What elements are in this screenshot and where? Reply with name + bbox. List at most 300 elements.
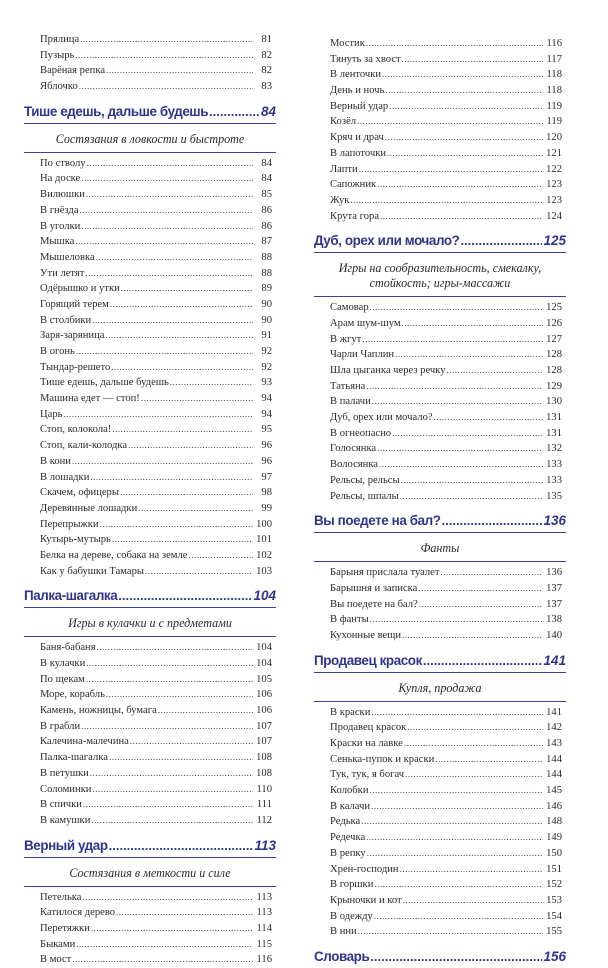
dot-leader — [385, 130, 543, 146]
toc-entry[interactable] — [24, 203, 276, 219]
dot-leader — [112, 422, 253, 438]
page-number: 133 — [546, 459, 562, 471]
toc-entry[interactable] — [24, 438, 276, 454]
section-heading[interactable] — [314, 650, 566, 672]
toc-entry[interactable] — [24, 234, 276, 250]
toc-entry[interactable] — [314, 36, 566, 52]
dot-leader — [209, 101, 260, 123]
toc-entry[interactable] — [24, 375, 276, 391]
dot-leader — [158, 703, 253, 719]
page-number: 128 — [546, 349, 562, 361]
page-number: 122 — [546, 163, 562, 175]
page-number: 128 — [546, 365, 562, 376]
dot-leader — [141, 391, 253, 407]
toc-entry[interactable] — [24, 187, 276, 203]
section-page-number: 136 — [543, 513, 566, 529]
dot-leader — [419, 597, 543, 613]
entry-title: Редька — [330, 816, 361, 828]
entry-title: Прялица — [40, 34, 80, 45]
section-page-number: 104 — [253, 588, 276, 604]
dot-leader — [350, 193, 543, 209]
page-number: 99 — [261, 502, 272, 514]
dot-leader — [83, 797, 253, 813]
dot-leader — [92, 782, 253, 798]
dot-leader — [370, 300, 543, 316]
toc-entry[interactable] — [314, 752, 566, 768]
page-number: 88 — [261, 251, 272, 263]
toc-entry[interactable] — [314, 565, 566, 581]
entry-title: В мост — [40, 954, 72, 966]
entry-title: Сапожник — [330, 179, 377, 191]
dot-leader — [402, 316, 543, 332]
page-number: 103 — [256, 565, 272, 577]
dot-leader — [75, 234, 253, 250]
dot-leader — [83, 890, 254, 906]
toc-entry[interactable] — [24, 782, 276, 798]
entry-title: Тук, тук, я богач — [330, 769, 405, 781]
toc-entry[interactable] — [314, 332, 566, 348]
page-number: 121 — [546, 147, 562, 159]
entry-title: Дуб, орех или мочало? — [330, 412, 433, 424]
section-title: Словарь — [314, 948, 370, 964]
toc-entry[interactable] — [24, 454, 276, 470]
divider-line — [314, 252, 566, 253]
dot-leader — [403, 893, 543, 909]
entry-title: Мостик — [330, 38, 365, 49]
dot-leader — [109, 835, 254, 857]
toc-entry[interactable] — [24, 766, 276, 782]
dot-leader — [423, 650, 543, 672]
toc-entry[interactable] — [314, 379, 566, 395]
entry-title: Колобки — [330, 785, 369, 797]
section-title: Палка-шагалка — [24, 588, 118, 604]
dot-leader — [389, 99, 543, 115]
toc-entry[interactable] — [24, 63, 276, 79]
dot-leader — [106, 687, 253, 703]
dot-leader — [111, 360, 253, 376]
dot-leader — [385, 83, 543, 99]
toc-entry[interactable] — [24, 719, 276, 735]
page-number: 124 — [546, 210, 562, 222]
dot-leader — [86, 187, 253, 203]
entry-title: Варёная репка — [40, 65, 106, 77]
page-number: 94 — [261, 408, 272, 420]
entry-title: В калачи — [330, 800, 371, 812]
entry-title: Перетяжки — [40, 922, 90, 934]
entry-title: В уголки — [40, 220, 81, 232]
section-heading[interactable] — [24, 585, 276, 607]
dot-leader — [362, 332, 543, 348]
entry-title: Соломинки — [40, 783, 92, 795]
divider-line — [314, 296, 566, 297]
dot-leader — [402, 628, 543, 644]
dot-leader — [170, 375, 253, 391]
page-number: 119 — [546, 116, 562, 128]
dot-leader — [460, 230, 542, 252]
toc-entry[interactable] — [314, 114, 566, 130]
section-page-number: 141 — [543, 652, 566, 668]
section-title: Вы поедете на бал? — [314, 513, 441, 529]
toc-entry[interactable] — [314, 767, 566, 783]
toc-entry[interactable] — [314, 799, 566, 815]
entry-title: В камушки — [40, 814, 91, 826]
dot-leader — [100, 517, 253, 533]
page-number: 84 — [261, 157, 272, 169]
toc-entry[interactable] — [314, 441, 566, 457]
toc-entry[interactable] — [314, 877, 566, 893]
page-number: 145 — [546, 785, 562, 797]
page-number: 110 — [256, 783, 272, 795]
divider-line — [24, 886, 276, 887]
toc-entry[interactable] — [314, 489, 566, 505]
section-page-number: 125 — [543, 233, 566, 249]
divider-line — [314, 672, 566, 673]
page-number: 107 — [256, 736, 272, 748]
dot-leader — [407, 720, 543, 736]
page-number: 135 — [546, 490, 562, 502]
dot-leader — [366, 36, 543, 52]
entry-title: Шла цыганка через речку — [330, 365, 446, 376]
section-heading[interactable] — [24, 835, 276, 857]
toc-entry[interactable] — [24, 564, 276, 580]
toc-entry[interactable] — [314, 893, 566, 909]
entry-title: В краски — [330, 706, 371, 718]
toc-entry[interactable] — [314, 193, 566, 209]
toc-entry[interactable] — [24, 687, 276, 703]
toc-entry[interactable] — [24, 905, 276, 921]
dot-leader — [374, 877, 543, 893]
toc-entry[interactable] — [314, 909, 566, 925]
toc-entry[interactable] — [314, 705, 566, 721]
page-number: 108 — [256, 752, 272, 764]
entry-title: Мышеловка — [40, 251, 95, 263]
dot-leader — [366, 830, 543, 846]
dot-leader — [382, 67, 543, 83]
page-number: 129 — [546, 380, 562, 392]
page-number: 149 — [546, 832, 562, 844]
toc-entry[interactable] — [24, 328, 276, 344]
entry-title: В лапоточки — [330, 147, 387, 159]
toc-entry[interactable] — [314, 814, 566, 830]
toc-entry[interactable] — [24, 672, 276, 688]
dot-leader — [418, 581, 543, 597]
page-number: 104 — [256, 642, 272, 654]
toc-entry[interactable] — [24, 750, 276, 766]
dot-leader — [112, 532, 253, 548]
toc-entry[interactable] — [314, 146, 566, 162]
toc-entry[interactable] — [314, 862, 566, 878]
page-number: 148 — [546, 816, 562, 828]
entry-title: Сенька-пупок и краски — [330, 753, 435, 765]
toc-left-column — [24, 32, 276, 968]
page-number: 92 — [261, 361, 272, 373]
toc-entry[interactable] — [24, 422, 276, 438]
page-number: 95 — [261, 424, 272, 436]
dot-leader — [105, 328, 253, 344]
page-number: 91 — [261, 330, 272, 342]
entry-title: Петелька — [40, 891, 82, 903]
page-number: 130 — [546, 396, 562, 408]
toc-entry[interactable] — [314, 99, 566, 115]
dot-leader — [116, 905, 253, 921]
toc-entry[interactable] — [24, 407, 276, 423]
dot-leader — [374, 909, 543, 925]
dot-leader — [90, 766, 253, 782]
toc-entry[interactable] — [24, 921, 276, 937]
entry-title: Тянуть за хвост — [330, 53, 401, 65]
toc-entry[interactable] — [314, 52, 566, 68]
page-number: 101 — [256, 534, 272, 546]
entry-title: Барыня прислала туалет — [330, 567, 440, 579]
page-number: 152 — [546, 879, 562, 891]
dot-leader — [358, 924, 543, 940]
entry-title: Кутырь-мутырь — [40, 534, 111, 546]
entry-title: Вилюшки — [40, 189, 85, 201]
page-number: 120 — [546, 132, 562, 144]
page-number: 108 — [256, 767, 272, 779]
entry-title: Кухонные вещи — [330, 629, 402, 641]
entry-title: Скачем, офицеры — [40, 487, 119, 499]
toc-entry[interactable] — [24, 79, 276, 95]
page-number: 90 — [261, 298, 272, 310]
dot-leader — [189, 548, 254, 564]
toc-entry[interactable] — [314, 347, 566, 363]
entry-title: Горящий терем — [40, 298, 109, 310]
toc-entry[interactable] — [24, 640, 276, 656]
toc-entry[interactable] — [314, 720, 566, 736]
page-number: 155 — [546, 926, 562, 938]
entry-title: Голосянка — [330, 443, 377, 455]
dot-leader — [81, 171, 253, 187]
entry-title: Царь — [40, 408, 63, 420]
toc-entry[interactable] — [314, 473, 566, 489]
entry-title: В одежду — [330, 910, 373, 922]
toc-entry[interactable] — [24, 360, 276, 376]
entry-title: Камень, ножницы, бумага — [40, 705, 157, 717]
page-number: 153 — [546, 894, 562, 906]
toc-entry[interactable] — [314, 162, 566, 178]
toc-entry[interactable] — [24, 517, 276, 533]
page-number: 94 — [261, 393, 272, 405]
entry-title: Татьяна — [330, 380, 366, 392]
toc-entry[interactable] — [314, 597, 566, 613]
page-number: 106 — [256, 689, 272, 701]
toc-entry[interactable] — [314, 177, 566, 193]
toc-entry[interactable] — [314, 394, 566, 410]
dot-leader — [379, 457, 543, 473]
toc-entry[interactable] — [314, 736, 566, 752]
divider-line — [24, 636, 276, 637]
page-number: 87 — [261, 236, 272, 248]
page-number: 125 — [546, 302, 562, 314]
section-page-number: 113 — [254, 837, 276, 853]
toc-entry[interactable] — [24, 548, 276, 564]
entry-title: Катилося дерево — [40, 907, 116, 919]
entry-title: По щекам — [40, 673, 85, 685]
dot-leader — [405, 767, 543, 783]
entry-title: Заря-заряница — [40, 330, 105, 342]
toc-entry[interactable] — [24, 344, 276, 360]
divider-line — [314, 701, 566, 702]
dot-leader — [442, 510, 543, 532]
page-number: 141 — [546, 706, 562, 718]
toc-entry[interactable] — [314, 581, 566, 597]
dot-leader — [90, 470, 253, 486]
dot-leader — [392, 426, 543, 442]
toc-entry[interactable] — [24, 313, 276, 329]
toc-entry[interactable] — [314, 363, 566, 379]
dot-leader — [371, 799, 543, 815]
entry-title: Машина едет — стоп! — [40, 393, 140, 405]
toc-entry[interactable] — [24, 32, 276, 48]
toc-entry[interactable] — [314, 209, 566, 225]
entry-title: Редечка — [330, 832, 366, 844]
entry-title: В столбики — [40, 314, 92, 326]
section-heading[interactable] — [314, 230, 566, 252]
toc-entry[interactable] — [314, 67, 566, 83]
dot-leader — [370, 946, 542, 968]
toc-entry[interactable] — [314, 83, 566, 99]
page-number: 90 — [261, 314, 272, 326]
toc-entry[interactable] — [314, 612, 566, 628]
entry-title: Ути летят — [40, 267, 85, 279]
page-number: 131 — [546, 427, 562, 439]
page-number: 114 — [256, 922, 272, 934]
section-heading[interactable] — [24, 101, 276, 123]
toc-entry[interactable] — [24, 266, 276, 282]
toc-entry[interactable] — [314, 410, 566, 426]
entry-title: В жгут — [330, 333, 362, 345]
toc-entry[interactable] — [314, 130, 566, 146]
page-number: 138 — [546, 614, 562, 626]
dot-leader — [97, 640, 253, 656]
toc-entry[interactable] — [24, 501, 276, 517]
page-number: 100 — [256, 518, 272, 530]
entry-title: Козёл — [330, 116, 357, 128]
page-number: 150 — [546, 847, 562, 859]
toc-entry[interactable] — [314, 628, 566, 644]
entry-title: Пузырь — [40, 49, 75, 61]
page-number: 143 — [546, 738, 562, 749]
toc-entry[interactable] — [314, 316, 566, 332]
toc-entry[interactable] — [314, 457, 566, 473]
toc-entry[interactable] — [314, 300, 566, 316]
toc-entry[interactable] — [24, 937, 276, 953]
page-number: 151 — [546, 863, 562, 875]
page-number: 113 — [256, 907, 272, 919]
dot-leader — [79, 79, 253, 95]
toc-entry[interactable] — [314, 426, 566, 442]
page-number: 127 — [546, 333, 562, 345]
section-heading[interactable] — [314, 510, 566, 532]
entry-title: Тише едешь, дальше будешь — [40, 377, 169, 389]
entry-title: Стоп, колокола! — [40, 424, 112, 436]
section-page-number: 156 — [543, 948, 566, 964]
page-number: 116 — [256, 954, 272, 966]
page-number: 81 — [261, 34, 272, 45]
toc-entry[interactable] — [24, 813, 276, 829]
toc-entry[interactable] — [24, 890, 276, 906]
entry-title: Арам шум-шум — [330, 317, 401, 329]
dot-leader — [401, 473, 543, 489]
toc-entry[interactable] — [314, 846, 566, 862]
entry-title: В нни — [330, 926, 357, 938]
page-number: 154 — [546, 910, 562, 922]
entry-title: Самовар — [330, 302, 369, 314]
page-number: 106 — [256, 705, 272, 717]
page-number: 107 — [256, 720, 272, 732]
page-number: 144 — [546, 753, 562, 765]
toc-entry[interactable] — [314, 924, 566, 940]
page-number: 113 — [256, 891, 272, 903]
toc-entry[interactable] — [24, 250, 276, 266]
toc-entry[interactable] — [24, 48, 276, 64]
page-number: 126 — [546, 317, 562, 329]
page-number: 142 — [546, 722, 562, 734]
entry-title: Мышка — [40, 236, 75, 248]
entry-title: В репку — [330, 847, 366, 859]
entry-title: Барышня и записка — [330, 582, 418, 594]
entry-title: Рельсы, шпалы — [330, 490, 399, 502]
toc-entry[interactable] — [314, 830, 566, 846]
entry-title: В палачи — [330, 396, 371, 408]
page-number: 132 — [546, 443, 562, 455]
toc-entry[interactable] — [24, 219, 276, 235]
toc-entry[interactable] — [24, 532, 276, 548]
page-number: 118 — [546, 85, 562, 97]
entry-title: Крыночки и кот — [330, 894, 402, 906]
entry-title: В горшки — [330, 879, 374, 891]
divider-line — [24, 123, 276, 124]
entry-title: Тындар-решето — [40, 361, 111, 373]
section-title: Верный удар — [24, 837, 108, 853]
page-number: 86 — [261, 220, 272, 232]
section-heading[interactable] — [314, 946, 566, 968]
toc-entry[interactable] — [24, 391, 276, 407]
page-number: 85 — [261, 189, 272, 201]
toc-entry[interactable] — [24, 156, 276, 172]
entry-title: Лапти — [330, 163, 358, 175]
toc-entry[interactable] — [314, 783, 566, 799]
dot-leader — [377, 177, 543, 193]
entry-title: Баня-бабаня — [40, 642, 96, 654]
entry-title: Рельсы, рельсы — [330, 474, 400, 486]
page-number: 105 — [256, 673, 272, 685]
toc-entry[interactable] — [24, 656, 276, 672]
toc-entry[interactable] — [24, 734, 276, 750]
entry-title: Продавец красок — [330, 722, 407, 734]
section-subtitle: Купля, продажа — [398, 680, 482, 695]
page-number: 104 — [256, 658, 272, 669]
toc-entry[interactable] — [24, 297, 276, 313]
entry-title: В грабли — [40, 720, 81, 732]
dot-leader — [434, 410, 543, 426]
dot-leader — [128, 438, 253, 454]
entry-title: В лошадки — [40, 471, 90, 483]
toc-entry[interactable] — [24, 703, 276, 719]
toc-entry[interactable] — [24, 470, 276, 486]
toc-entry[interactable] — [24, 171, 276, 187]
dot-leader — [86, 672, 253, 688]
toc-entry[interactable] — [24, 952, 276, 968]
section-subtitle: Игры на сообразительность, смекалку, стойкость; игры-массажи — [338, 261, 542, 291]
page-number: 144 — [546, 769, 562, 781]
toc-entry[interactable] — [24, 485, 276, 501]
toc-entry[interactable] — [24, 281, 276, 297]
dot-leader — [86, 656, 253, 672]
dot-leader — [372, 394, 543, 410]
toc-entry[interactable] — [24, 797, 276, 813]
